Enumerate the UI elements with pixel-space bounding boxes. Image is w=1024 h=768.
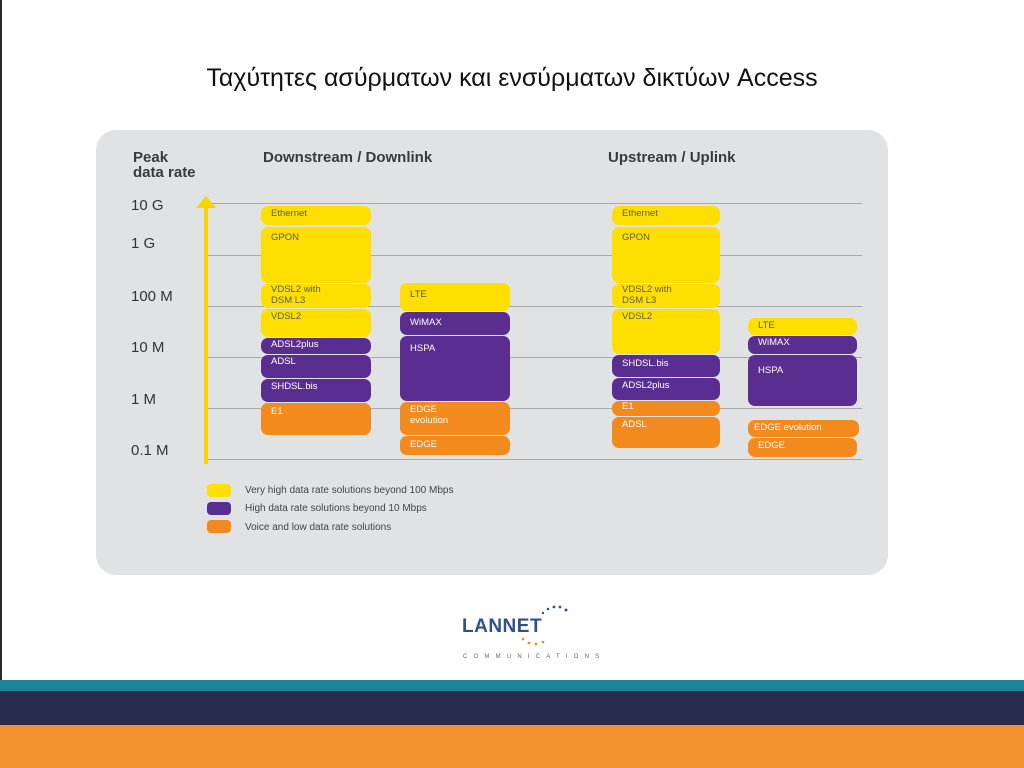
bar-wimax-up: WiMAX	[748, 336, 857, 354]
bar-e1-down: E1	[261, 403, 371, 435]
bar-shdsl-up: SHDSL.bis	[612, 355, 720, 377]
legend-swatch-yellow	[207, 484, 231, 497]
bar-adsl2plus-up: ADSL2plus	[612, 378, 720, 400]
y-axis-arrow	[204, 206, 208, 464]
bar-label-line: evolution	[410, 414, 449, 426]
bar-edge-up: EDGE	[748, 438, 857, 457]
bar-label-line: VDSL2 with	[271, 284, 321, 295]
bar-vdsl2-dsm-down	[261, 284, 371, 308]
company-tagline: COMMUNICATIONS	[463, 654, 606, 660]
legend-label: Voice and low data rate solutions	[245, 522, 392, 533]
bar-lte-up: LTE	[748, 318, 857, 335]
bar-hspa-up: HSPA	[748, 355, 857, 406]
bar-label-line: EDGE	[410, 404, 437, 415]
y-tick-label: 10 G	[131, 197, 164, 214]
footer-bar-navy	[0, 691, 1024, 725]
bar-vdsl2-up: VDSL2	[612, 309, 720, 354]
bar-label-line: VDSL2 with	[622, 284, 672, 295]
y-tick-label: 10 M	[131, 339, 165, 356]
logo-dots-icon	[540, 604, 570, 616]
bar-label-line: DSM L3	[271, 294, 306, 306]
bar-ethernet-down: Ethernet	[261, 206, 371, 225]
gridline	[204, 203, 862, 204]
bar-edge-evolution-down	[400, 402, 510, 435]
legend-swatch-purple	[207, 502, 231, 515]
bar-wimax-down: WiMAX	[400, 312, 510, 335]
bar-label-line: DSM L3	[622, 294, 657, 306]
legend-label: High data rate solutions beyond 10 Mbps	[245, 503, 427, 514]
bar-lte-down: LTE	[400, 283, 510, 311]
y-tick-label: 1 M	[131, 391, 157, 408]
footer-bar-teal	[0, 680, 1024, 691]
y-axis-title	[133, 150, 196, 180]
logo-orange-dots-icon	[520, 636, 550, 648]
header-upstream: Upstream / Uplink	[608, 149, 736, 166]
legend-label: Very high data rate solutions beyond 100 Mbps	[245, 485, 454, 496]
bar-hspa-down: HSPA	[400, 336, 510, 401]
y-axis-title-line1: Peak	[133, 149, 169, 166]
y-axis-title-line2: data rate	[133, 164, 196, 181]
footer-bar-orange	[0, 725, 1024, 768]
header-downstream: Downstream / Downlink	[263, 149, 433, 166]
bar-adsl2plus-down: ADSL2plus	[261, 338, 371, 354]
bar-adsl-down: ADSL	[261, 355, 371, 378]
y-tick-label: 100 M	[131, 288, 173, 305]
bar-e1-up: E1	[612, 401, 720, 416]
bar-shdsl-down: SHDSL.bis	[261, 379, 371, 402]
bar-gpon-down: GPON	[261, 227, 371, 283]
bar-gpon-up: GPON	[612, 227, 720, 283]
gridline	[204, 459, 862, 460]
bar-vdsl2-down: VDSL2	[261, 309, 371, 337]
y-axis-arrowhead	[196, 196, 216, 208]
y-tick-label: 1 G	[131, 235, 156, 252]
bar-ethernet-up: Ethernet	[612, 206, 720, 225]
slide-title: Ταχύτητες ασύρματων και ενσύρματων δικτύων Access	[206, 64, 818, 92]
slide-frame-edge	[0, 0, 2, 680]
bar-vdsl2-dsm-up	[612, 284, 720, 308]
y-tick-label: 0.1 M	[131, 442, 169, 459]
bar-edge-down: EDGE	[400, 436, 510, 455]
company-logo: LANNET	[462, 616, 543, 637]
bar-edge-evolution-up: EDGE evolution	[748, 420, 859, 437]
bar-adsl-up: ADSL	[612, 417, 720, 448]
legend-swatch-orange	[207, 520, 231, 533]
